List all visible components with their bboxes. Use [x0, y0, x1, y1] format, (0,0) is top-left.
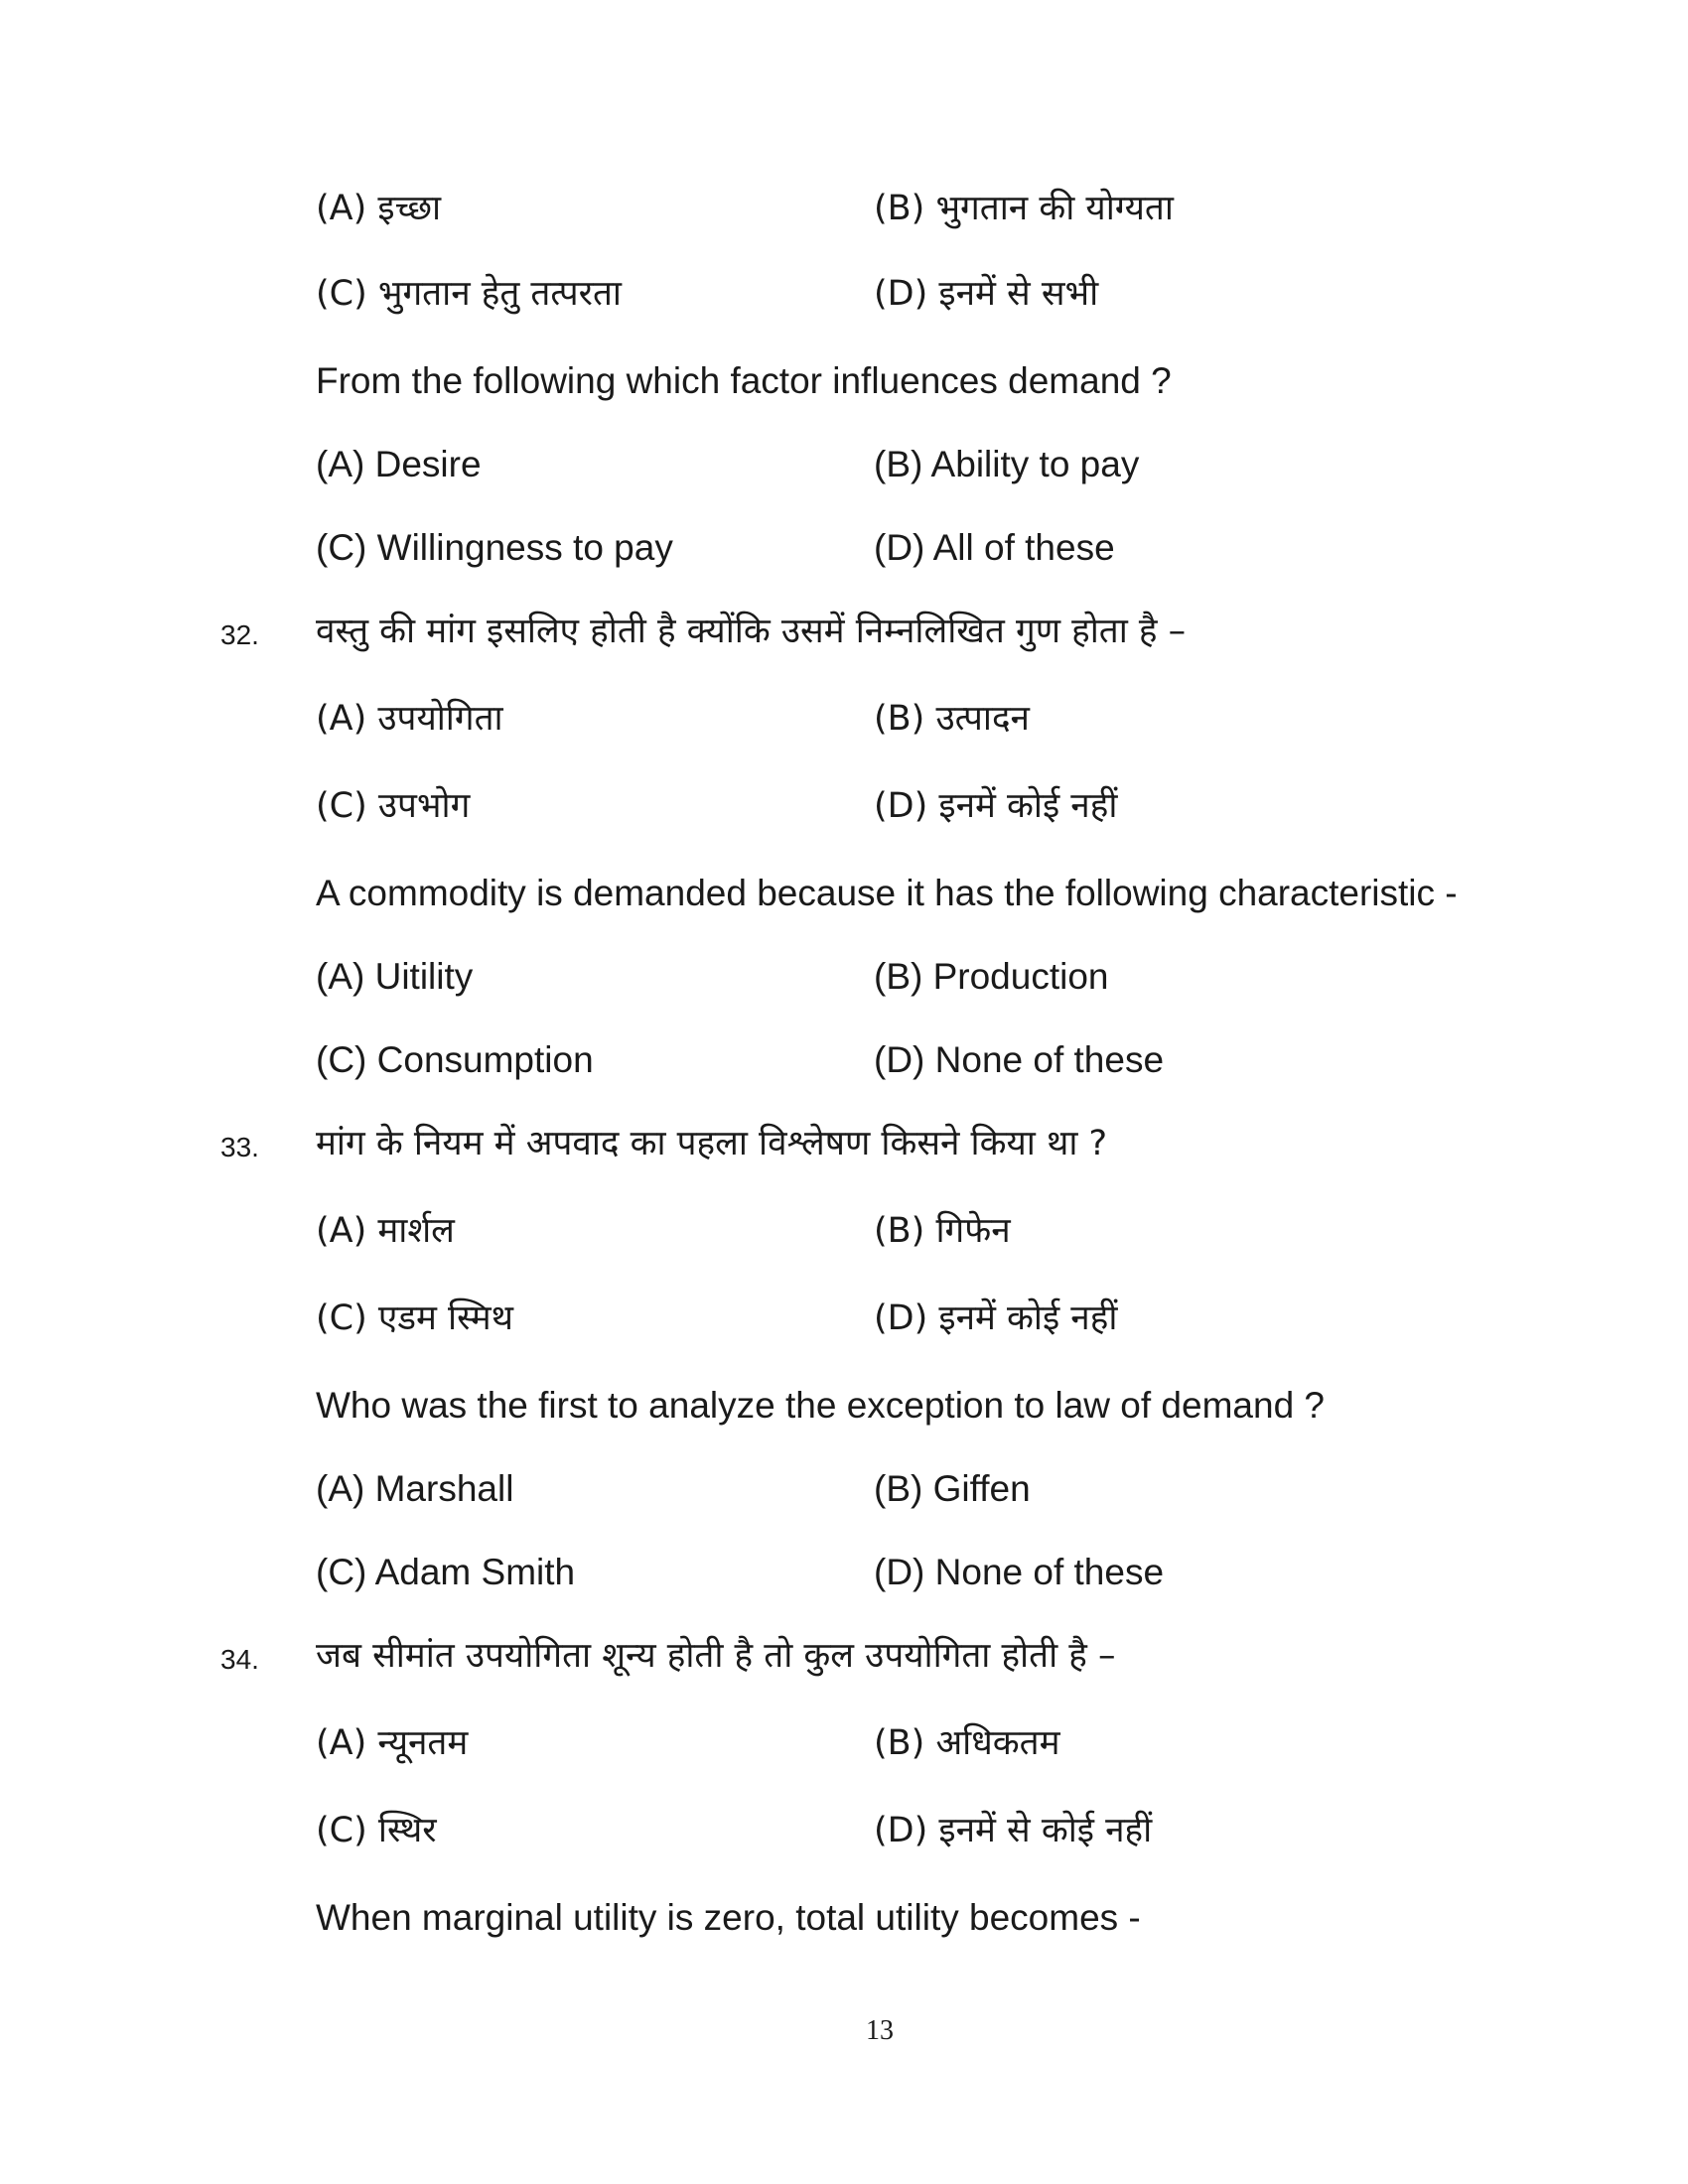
q33-hindi-option-d: (D) इनमें कोई नहीं: [874, 1298, 1118, 1338]
q31-english-option-b: (B) Ability to pay: [874, 444, 1140, 484]
q33-hindi-stem: मांग के नियम में अपवाद का पहला विश्लेषण किसने किया था ?: [316, 1124, 1108, 1163]
q32-hindi-option-b: (B) उत्पादन: [874, 699, 1030, 739]
q34-english-stem: When marginal utility is zero, total utility becomes -: [316, 1897, 1141, 1938]
q32-hindi-option-c: (C) उपभोग: [316, 786, 471, 826]
q33-english-option-d: (D) None of these: [874, 1552, 1165, 1592]
q31-hindi-option-b: (B) भुगतान की योग्यता: [874, 189, 1174, 228]
q33-number: 33.: [220, 1132, 259, 1162]
q32-english-option-a: (A) Uitility: [316, 956, 474, 997]
q34-hindi-stem: जब सीमांत उपयोगिता शून्य होती है तो कुल उपयोगिता होती है –: [316, 1636, 1116, 1676]
q32-hindi-option-d: (D) इनमें कोई नहीं: [874, 786, 1118, 826]
q33-english-stem: Who was the first to analyze the exception to law of demand ?: [316, 1385, 1326, 1426]
q32-hindi-stem: वस्तु की मांग इसलिए होती है क्योंकि उसमें निम्नलिखित गुण होता है –: [316, 612, 1187, 651]
q31-english-option-a: (A) Desire: [316, 444, 482, 484]
q34-hindi-option-a: (A) न्यूनतम: [316, 1723, 469, 1763]
q32-hindi-option-a: (A) उपयोगिता: [316, 699, 503, 739]
q31-english-option-d: (D) All of these: [874, 527, 1115, 568]
q33-hindi-option-c: (C) एडम स्मिथ: [316, 1298, 513, 1338]
q33-hindi-option-b: (B) गिफेन: [874, 1211, 1011, 1251]
q31-hindi-option-c: (C) भुगतान हेतु तत्परता: [316, 274, 622, 314]
q32-english-option-b: (B) Production: [874, 956, 1109, 997]
q32-english-option-d: (D) None of these: [874, 1039, 1165, 1080]
q32-english-option-c: (C) Consumption: [316, 1039, 594, 1080]
q31-english-stem: From the following which factor influences demand ?: [316, 360, 1172, 401]
q33-english-option-b: (B) Giffen: [874, 1468, 1031, 1509]
q33-hindi-option-a: (A) मार्शल: [316, 1211, 455, 1251]
q33-english-option-a: (A) Marshall: [316, 1468, 514, 1509]
q31-english-option-c: (C) Willingness to pay: [316, 527, 673, 568]
q32-english-stem: A commodity is demanded because it has the following characteristic -: [316, 873, 1458, 913]
q31-hindi-option-a: (A) इच्छा: [316, 189, 442, 228]
q34-number: 34.: [220, 1644, 259, 1675]
q34-hindi-option-c: (C) स्थिर: [316, 1811, 437, 1850]
q33-english-option-c: (C) Adam Smith: [316, 1552, 576, 1592]
q34-hindi-option-d: (D) इनमें से कोई नहीं: [874, 1811, 1153, 1850]
page-number: 13: [866, 2015, 894, 2046]
q34-hindi-option-b: (B) अधिकतम: [874, 1723, 1060, 1763]
q31-hindi-option-d: (D) इनमें से सभी: [874, 274, 1099, 314]
q32-number: 32.: [220, 619, 259, 650]
